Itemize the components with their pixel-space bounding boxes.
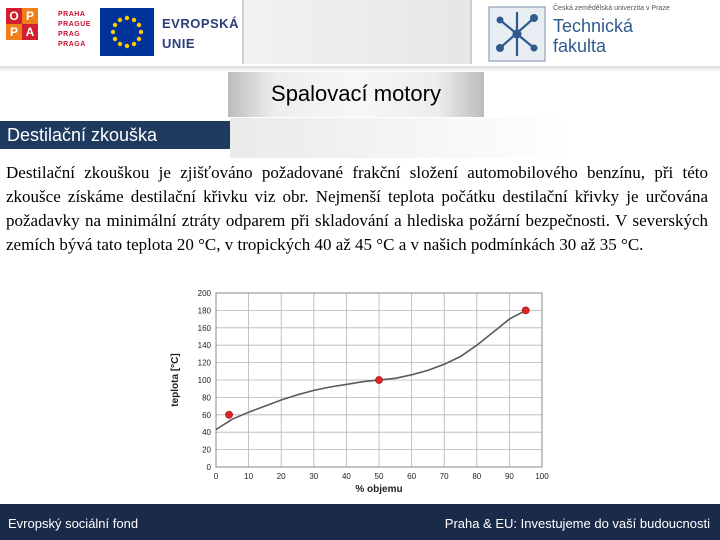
x-tick-label: 0	[213, 472, 219, 481]
eu-flag-icon	[100, 8, 154, 56]
opp-letter-4: A	[22, 24, 38, 40]
x-tick-label: 90	[504, 472, 514, 481]
data-marker	[375, 376, 382, 383]
y-tick-label: 60	[202, 410, 211, 420]
y-axis-label: teplota [°C]	[170, 353, 181, 407]
x-axis-label: % objemu	[355, 484, 403, 495]
header-spacer	[242, 0, 472, 64]
university-name: Česká zemědělská univerzita v Praze	[553, 5, 670, 12]
chart-background	[164, 283, 556, 497]
header-bar	[0, 0, 720, 72]
faculty-name: Technická fakulta	[553, 16, 634, 56]
body-paragraph: Destilační zkouškou je zjišťováno požadované frakční složení automobilového benzínu, při této zkoušce získáme destilační křivku viz obr. Nejmenší teplota počátku destilační křivky je určována požadavky na minimální ztráty odparem při skladování a hlediska požární bezpečnosti. V severských zemích bývá tato teplota 20 °C, v tropických 40 až 45 °C a v našich podmínkách 30 až 35 °C.	[6, 163, 708, 254]
x-tick-label: 80	[472, 472, 482, 481]
footer-left-text: Evropský sociální fond	[8, 516, 139, 531]
opp-letter-3: P	[6, 24, 22, 40]
x-tick-label: 20	[276, 472, 286, 481]
x-tick-label: 70	[439, 472, 449, 481]
y-tick-label: 140	[197, 341, 211, 351]
y-tick-label: 180	[197, 306, 211, 316]
x-tick-label: 30	[309, 472, 319, 481]
y-tick-label: 0	[206, 463, 211, 472]
opp-letter-2: P	[22, 8, 38, 24]
opp-city-text: PRAHA PRAGUE PRAG PRAGA	[58, 11, 91, 48]
eu-label: EVROPSKÁ UNIE	[162, 16, 239, 51]
y-tick-label: 80	[202, 393, 211, 403]
y-tick-label: 40	[202, 428, 211, 438]
x-tick-label: 60	[407, 472, 417, 481]
x-tick-label: 40	[341, 472, 351, 481]
opp-letter-1: O	[6, 8, 22, 24]
y-tick-label: 20	[202, 445, 211, 455]
footer-right-text: Praha & EU: Investujeme do vaší budoucnosti	[444, 516, 710, 531]
y-tick-label: 120	[197, 358, 211, 368]
section-title: Destilační zkouška	[7, 125, 158, 145]
y-tick-label: 200	[197, 289, 211, 298]
distillation-chart	[164, 283, 556, 497]
x-tick-label: 10	[244, 472, 254, 481]
faculty-logo-icon	[488, 6, 546, 62]
data-marker	[225, 411, 232, 418]
eu-stars-icon	[100, 8, 154, 56]
engine-background-strip	[230, 118, 720, 158]
data-marker	[522, 307, 529, 314]
y-tick-label: 160	[197, 323, 211, 333]
slide-title: Spalovací motory	[271, 81, 441, 106]
x-tick-label: 50	[374, 472, 384, 481]
x-tick-label: 100	[535, 472, 549, 481]
opp-logo	[6, 8, 54, 56]
y-tick-label: 100	[197, 376, 211, 385]
